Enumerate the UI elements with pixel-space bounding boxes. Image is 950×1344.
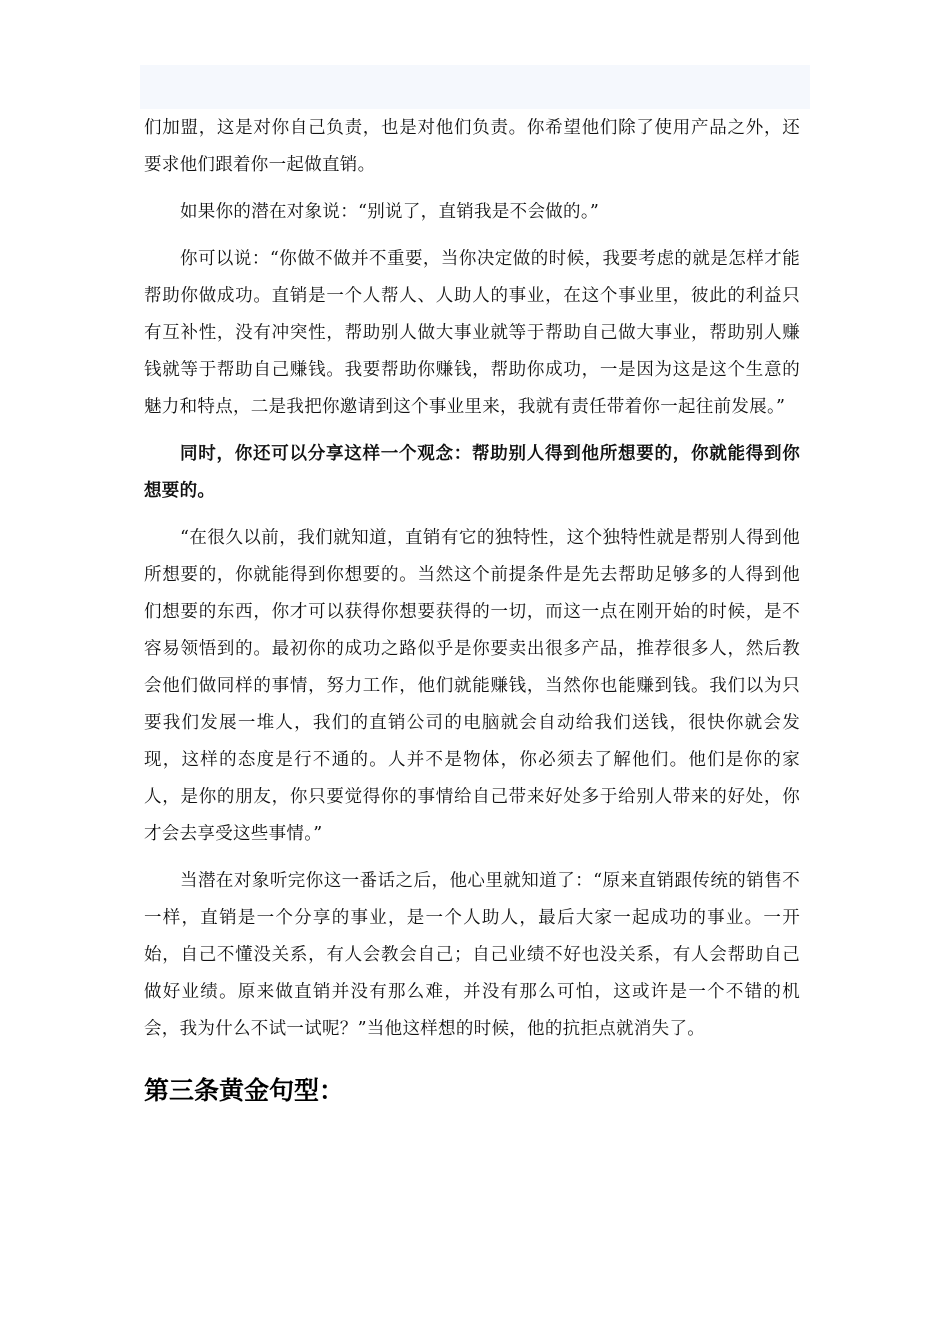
paragraph-quote: “在很久以前，我们就知道，直销有它的独特性，这个独特性就是帮别人得到他所想要的，你就能得到你想要的。当然这个前提条件是先去帮助足够多的人得到他们想要的东西，你才可以获得你想要获得的一切，而这一点在刚开始的时候，是不容易领悟到的。最初你的成功之路似乎是你要卖出很多产品，推荐很多人，然后教会他们做同样的事情，努力工作，他们就能赚钱，当然你也能赚到钱。我们以为只要我们发展一堆人，我们的直销公司的电脑就会自动给我们送钱，很快你就会发现，这样的态度是行不通的。人并不是物体，你必须去了解他们。他们是你的家人，是你的朋友，你只要觉得你的事情给自己带来好处多于给别人带来的好处，你才会去享受这些事情。” [144, 528, 800, 844]
paragraph-conclusion: 当潜在对象听完你这一番话之后，他心里就知道了：“原来直销跟传统的销售不一样，直销是一个分享的事业，是一个人助人，最后大家一起成功的事业。一开始，自己不懂没关系，有人会教会自己；自己业绩不好也没关系，有人会帮助自己做好业绩。原来做直销并没有那么难，并没有那么可怕，这或许是一个不错的机会，我为什么不试一试呢？”当他这样想的时候，他的抗拒点就消失了。 [144, 871, 800, 1039]
paragraph-response: 你可以说：“你做不做并不重要，当你决定做的时候，我要考虑的就是怎样才能帮助你做成功。直销是一个人帮人、人助人的事业，在这个事业里，彼此的利益只有互补性，没有冲突性，帮助别人做大事业就等于帮助自己做大事业，帮助别人赚钱就等于帮助自己赚钱。我要帮助你赚钱，帮助你成功，一是因为这是这个生意的魅力和特点，二是我把你邀请到这个事业里来，我就有责任带着你一起往前发展。” [144, 249, 800, 417]
paragraph-continuation: 们加盟，这是对你自己负责，也是对他们负责。你希望他们除了使用产品之外，还要求他们跟着你一起做直销。 [144, 118, 800, 175]
section-heading: 第三条黄金句型： [144, 1076, 345, 1105]
paragraph-key-idea: 同时，你还可以分享这样一个观念：帮助别人得到他所想要的，你就能得到你想要的。 [144, 444, 800, 501]
paragraph-objection: 如果你的潜在对象说：“别说了，直销我是不会做的。” [180, 202, 600, 222]
header-band [140, 65, 810, 109]
document-body [144, 110, 800, 1109]
